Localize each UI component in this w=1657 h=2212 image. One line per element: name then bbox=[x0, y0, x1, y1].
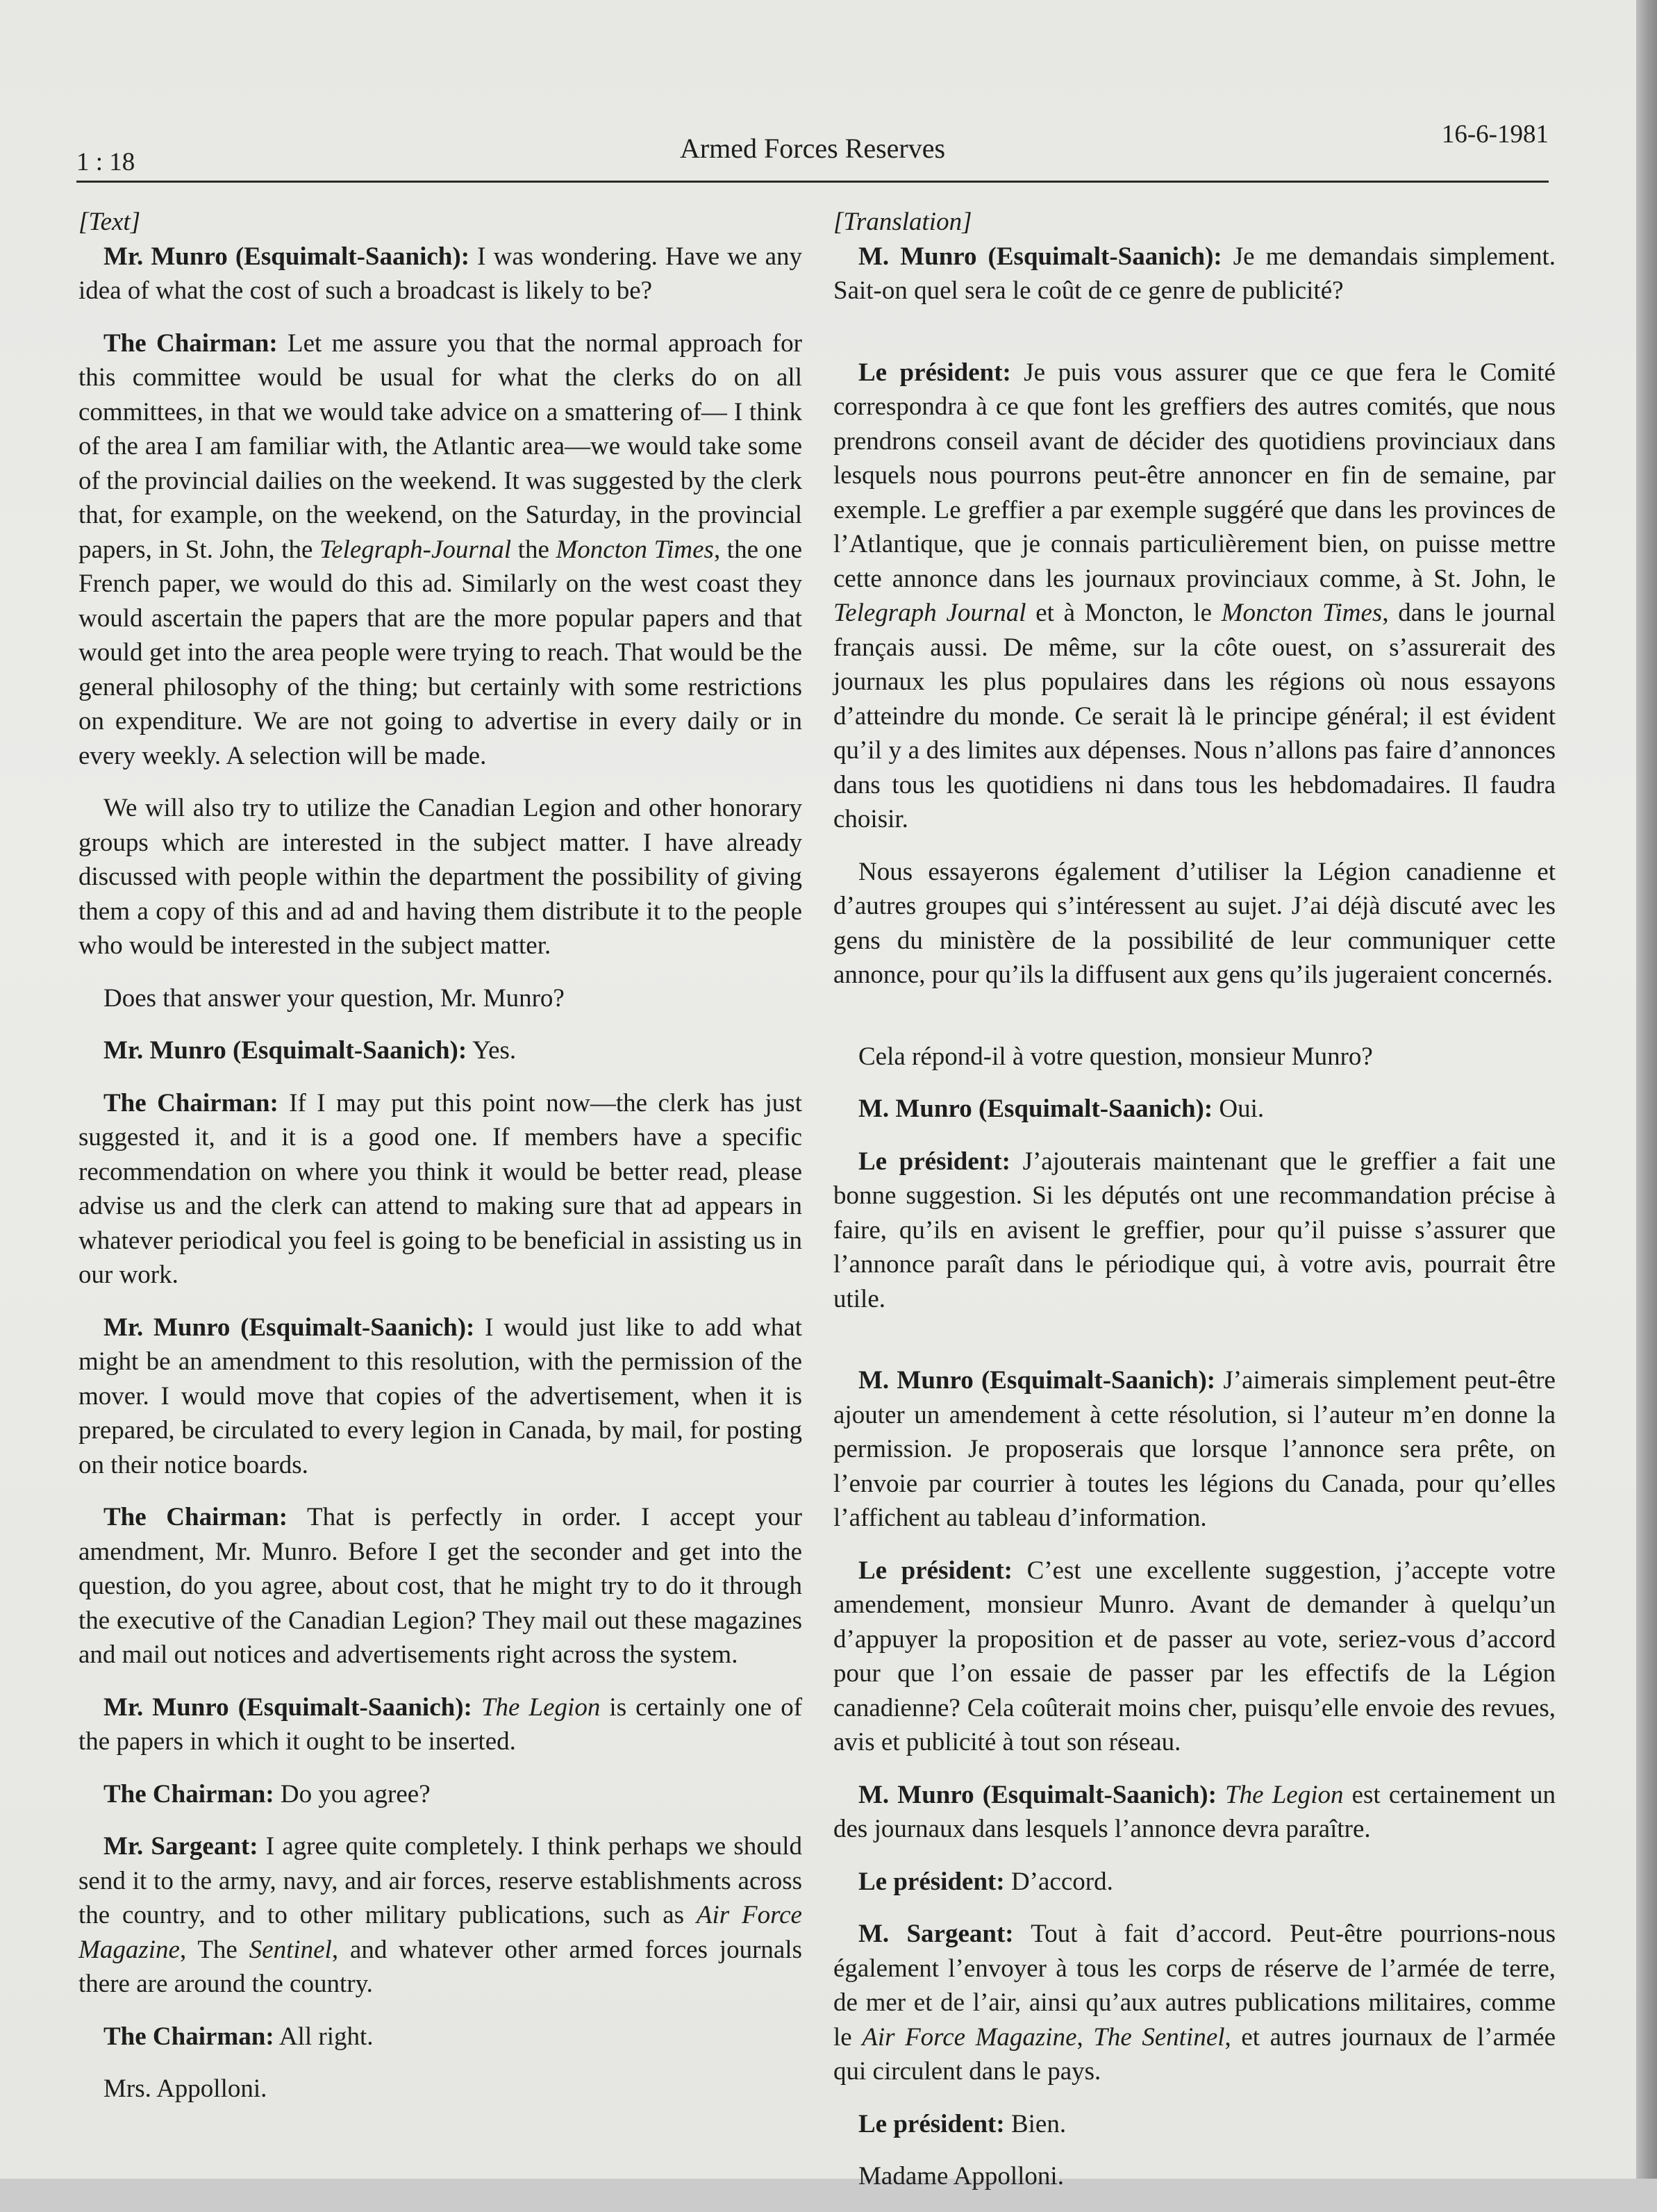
speech-text: the bbox=[511, 535, 556, 564]
paragraph bbox=[833, 1145, 1556, 1317]
paragraph bbox=[833, 1917, 1556, 2089]
publication-title: The Legion bbox=[481, 1693, 601, 1722]
speech-text: I would just like to add what might be an amendment to this resolution, with the permission of the mover. I would move that copies of the advertisement, when it is prepared, be circulated to every legion in Canada, by mail, for posting on their notice boards. bbox=[78, 1313, 803, 1479]
speaker-name: M. Sargeant: bbox=[858, 1920, 1014, 1948]
publication-title: Air Force Magazine bbox=[862, 2022, 1077, 2052]
paragraph bbox=[78, 326, 802, 774]
paragraph bbox=[833, 1865, 1556, 1899]
speaker-name: The Chairman: bbox=[103, 2022, 274, 2051]
paragraph bbox=[833, 855, 1556, 992]
speech-text: , and whatever other armed forces journals there are around the country. bbox=[78, 1935, 802, 1998]
speech-text: Oui. bbox=[1213, 1095, 1265, 1123]
paragraph bbox=[833, 1778, 1556, 1847]
speaker-name: Le président: bbox=[858, 1867, 1005, 1896]
paragraph bbox=[78, 1033, 802, 1068]
speech-text: Nous essayerons également d’utiliser la Légion canadienne et d’autres groupes qui s’intéressent au sujet. J’ai déjà discuté avec les gens du ministère de la possibilité de leur communiquer cette annonce, pour qu’ils la diffusent aux gens qu’ils jugeraient concernés. bbox=[833, 857, 1556, 989]
speech-text: I was wondering. Have we any idea of what the cost of such a broadcast is likely to be? bbox=[78, 242, 802, 305]
speech-text: , bbox=[1076, 2022, 1094, 2052]
speech-text: Tout à fait d’accord. Peut-être pourrions-nous également l’envoyer à tous les corps de réserve de l’armée de terre, de mer et de l’air, ainsi qu’aux autres publications militaires, comme le bbox=[833, 1920, 1556, 2052]
speech-text: Mrs. Appolloni. bbox=[103, 2074, 267, 2103]
speaker-name: M. Munro (Esquimalt-Saanich): bbox=[858, 1780, 1217, 1809]
speaker-name: Mr. Munro (Esquimalt-Saanich): bbox=[103, 242, 470, 271]
paragraph bbox=[78, 981, 802, 1016]
speech-text: , The bbox=[179, 1935, 249, 1964]
publication-title: The Legion bbox=[1225, 1780, 1344, 1809]
paragraph bbox=[833, 356, 1556, 837]
french-column bbox=[833, 205, 1556, 2212]
speaker-name: Le président: bbox=[858, 2109, 1005, 2138]
speech-text: Madame Appolloni. bbox=[858, 2162, 1064, 2190]
section-label-text: [Translation] bbox=[833, 208, 972, 236]
paragraph bbox=[78, 1086, 802, 1292]
speech-text: Bien. bbox=[1004, 2109, 1067, 2138]
speaker-name: The Chairman: bbox=[103, 329, 278, 358]
english-column bbox=[78, 205, 802, 2124]
speech-text: Let me assure you that the normal approach for this committee would be usual for what the clerks do on all committees, in that we would take advice on a smattering of— I think of the area I am familiar with, the Atlantic area—we would take some of the provincial dailies on the weekend. It was suggested by the clerk that, for example, on the weekend, on the Saturday, in the provincial papers, in St. John, the bbox=[78, 329, 803, 564]
paragraph bbox=[833, 1363, 1556, 1536]
speaker-name: Mr. Sargeant: bbox=[103, 1832, 258, 1861]
publication-title: Moncton Times bbox=[1221, 599, 1383, 627]
speech-text: , the one French paper, we would do this ad. Similarly on the west coast they would ascertain the papers that are the more popular papers and that would get into the area people were trying to reach. That would be the general philosophy of the thing; but certainly with some restrictions on expenditure. We are not going to advertise in every daily or in every weekly. A selection will be made. bbox=[78, 535, 802, 770]
paragraph bbox=[833, 1092, 1556, 1126]
speech-text: We will also try to utilize the Canadian Legion and other honorary groups which are interested in the subject matter. I have already discussed with people within the department the possibility of giving them a copy of this and ad and having them distribute it to the people who would be interested in the subject matter. bbox=[78, 794, 802, 960]
speech-text: J’ajouterais maintenant que le greffier a fait une bonne suggestion. Si les députés ont une recommandation précise à faire, qu’ils en avisent le greffier, pour qu’il puisse s’assurer que l’annonce paraît dans le périodique qui, à votre avis, pourrait être utile. bbox=[833, 1147, 1556, 1313]
running-title: Armed Forces Reserves bbox=[679, 133, 946, 164]
speech-text: , et autres journaux de l’armée qui circulent dans le pays. bbox=[833, 2022, 1556, 2086]
speaker-name: Mr. Munro (Esquimalt-Saanich): bbox=[103, 1036, 467, 1065]
speech-text: I agree quite completely. I think perhaps we should send it to the army, navy, and air forces, reserve establishments across the country, and to other military publications, such as bbox=[78, 1832, 802, 1929]
paragraph bbox=[833, 2107, 1556, 2142]
page-number: 1 : 18 bbox=[76, 148, 135, 176]
speaker-name: M. Munro (Esquimalt-Saanich): bbox=[858, 1095, 1213, 1123]
paragraph bbox=[78, 1777, 802, 1812]
speech-text: Do you agree? bbox=[274, 1779, 431, 1808]
speaker-name: Mr. Munro (Esquimalt-Saanich): bbox=[103, 1693, 472, 1722]
publication-title: Air Force Magazine bbox=[78, 1901, 802, 1964]
speech-text: If I may put this point now—the clerk has just suggested it, and it is a good one. If members have a specific recommendation on where you think it would be better read, please advise us and the clerk can attend to making sure that ad appears in whatever periodical you feel is going to be beneficial in assisting us in our work. bbox=[78, 1088, 802, 1289]
speaker-name: M. Munro (Esquimalt-Saanich): bbox=[858, 1366, 1216, 1395]
header-date: 16-6-1981 bbox=[1441, 120, 1549, 149]
speech-text: That is perfectly in order. I accept your amendment, Mr. Munro. Before I get the seconder and get into the question, do you agree, about cost, that he might try to do it through the executive of the Canadian Legion? They mail out these magazines and mail out notices and advertisements right across the system. bbox=[78, 1503, 802, 1669]
speaker-name: The Chairman: bbox=[103, 1503, 288, 1531]
publication-title: Sentinel bbox=[249, 1935, 332, 1964]
paragraph bbox=[78, 240, 802, 308]
speech-text: is certainly one of the papers in which it ought to be inserted. bbox=[78, 1693, 803, 1756]
speech-text: Yes. bbox=[467, 1036, 517, 1065]
publication-title: Telegraph Journal bbox=[833, 599, 1026, 627]
paragraph bbox=[78, 2020, 802, 2054]
publication-title: The Sentinel bbox=[1093, 2022, 1225, 2052]
paragraph bbox=[78, 2072, 802, 2106]
paragraph bbox=[78, 1829, 802, 2002]
speech-text: Je me demandais simplement. Sait-on quel sera le coût de ce genre de publicité? bbox=[833, 242, 1556, 305]
paragraph bbox=[78, 1500, 802, 1672]
publication-title: Telegraph-Journal bbox=[319, 535, 512, 564]
speech-text: All right. bbox=[274, 2022, 374, 2051]
speech-text: J’aimerais simplement peut-être ajouter un amendement à cette résolution, si l’auteur m’en donne la permission. Je proposerais que lorsque l’annonce sera prête, on l’envoie par courrier à toutes les légions du Canada, pour qu’elles l’affichent au tableau d’information. bbox=[833, 1366, 1556, 1532]
paragraph bbox=[833, 1554, 1556, 1760]
speaker-name: The Chairman: bbox=[103, 1088, 278, 1117]
paragraph bbox=[78, 791, 802, 963]
speech-text: D’accord. bbox=[1004, 1867, 1113, 1896]
publication-title: Moncton Times bbox=[556, 535, 714, 564]
paragraph bbox=[833, 240, 1556, 308]
speaker-name: The Chairman: bbox=[103, 1779, 274, 1808]
paragraph bbox=[833, 1040, 1556, 1074]
page-header bbox=[76, 118, 1549, 183]
speaker-name: Le président: bbox=[858, 1556, 1013, 1585]
speech-text: est certainement un des journaux dans lesquels l’annonce devra paraître. bbox=[833, 1780, 1556, 1843]
speaker-name: Le président: bbox=[858, 1147, 1010, 1176]
speech-text: Does that answer your question, Mr. Munro? bbox=[103, 983, 565, 1013]
section-label-text: [Text] bbox=[78, 208, 141, 236]
speech-text: et à Moncton, le bbox=[1026, 599, 1222, 627]
speech-text: , dans le journal français aussi. De même, sur la côte ouest, on s’assurerait des journaux les plus populaires dans les régions où nous essayons d’atteindre du monde. Ce serait là le principe général; il est évident qu’il y a des limites aux dépenses. Nous n’allons pas faire d’annonces dans tous les quotidiens ni dans tous les hebdomadaires. Il faudra choisir. bbox=[833, 599, 1556, 833]
paragraph bbox=[833, 2159, 1556, 2194]
speech-text: Cela répond-il à votre question, monsieur Munro? bbox=[858, 1042, 1373, 1071]
paragraph bbox=[78, 1690, 802, 1759]
page-edge-shadow bbox=[1636, 0, 1657, 2179]
speaker-name: Le président: bbox=[858, 358, 1011, 387]
paragraph bbox=[78, 1311, 802, 1483]
speaker-name: Mr. Munro (Esquimalt-Saanich): bbox=[103, 1313, 475, 1342]
speech-text: C’est une excellente suggestion, j’accepte votre amendement, monsieur Munro. Avant de demander à quelqu’un d’appuyer la proposition et de passer au vote, seriez-vous d’accord pour que l’on essaie de passer par les effectifs de la Légion canadienne? Cela coûterait moins cher, puisqu’elle envoie des revues, avis et publicité à tout son réseau. bbox=[833, 1556, 1556, 1756]
speaker-name: M. Munro (Esquimalt-Saanich): bbox=[858, 242, 1222, 271]
speech-text: Je puis vous assurer que ce que fera le Comité correspondra à ce que font les greffiers des autres comités, que nous prendrons conseil avant de décider des quotidiens provinciaux dans lesquels nous pourrons peut-être annoncer en fin de semaine, par exemple. Le greffier a par exemple suggéré que dans les provinces de l’Atlantique, que je connais particulièrement bien, on puisse mettre cette annonce dans les journaux provinciaux comme, à St. John, le bbox=[833, 358, 1556, 593]
